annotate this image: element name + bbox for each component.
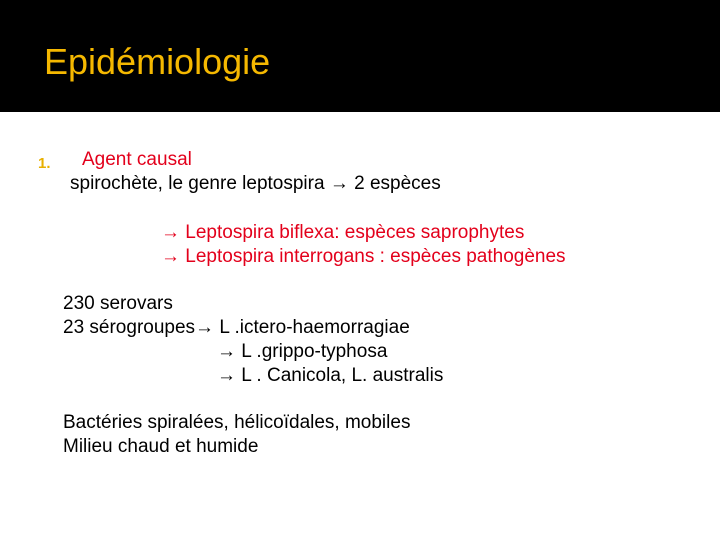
serogroup-line: 23 sérogroupes→ L .ictero-haemorragiae [63, 317, 410, 338]
species-pathogenes: → Leptospira interrogans : espèces pathogènes [161, 246, 566, 267]
serovars-count: 230 serovars [63, 293, 173, 314]
title-bar [0, 0, 720, 112]
page-title: Epidémiologie [44, 41, 271, 82]
characteristic-line: Bactéries spiralées, hélicoïdales, mobiles [63, 412, 411, 433]
species-saprophytes: → Leptospira biflexa: espèces saprophytes [161, 222, 525, 243]
section-number: 1. [38, 155, 51, 172]
section-heading: Agent causal [82, 149, 192, 170]
section-intro: spirochète, le genre leptospira → 2 espèces [70, 173, 441, 194]
serogroup-line: → L . Canicola, L. australis [217, 365, 444, 386]
characteristic-line: Milieu chaud et humide [63, 436, 259, 457]
serogroup-line: → L .grippo-typhosa [217, 341, 388, 362]
